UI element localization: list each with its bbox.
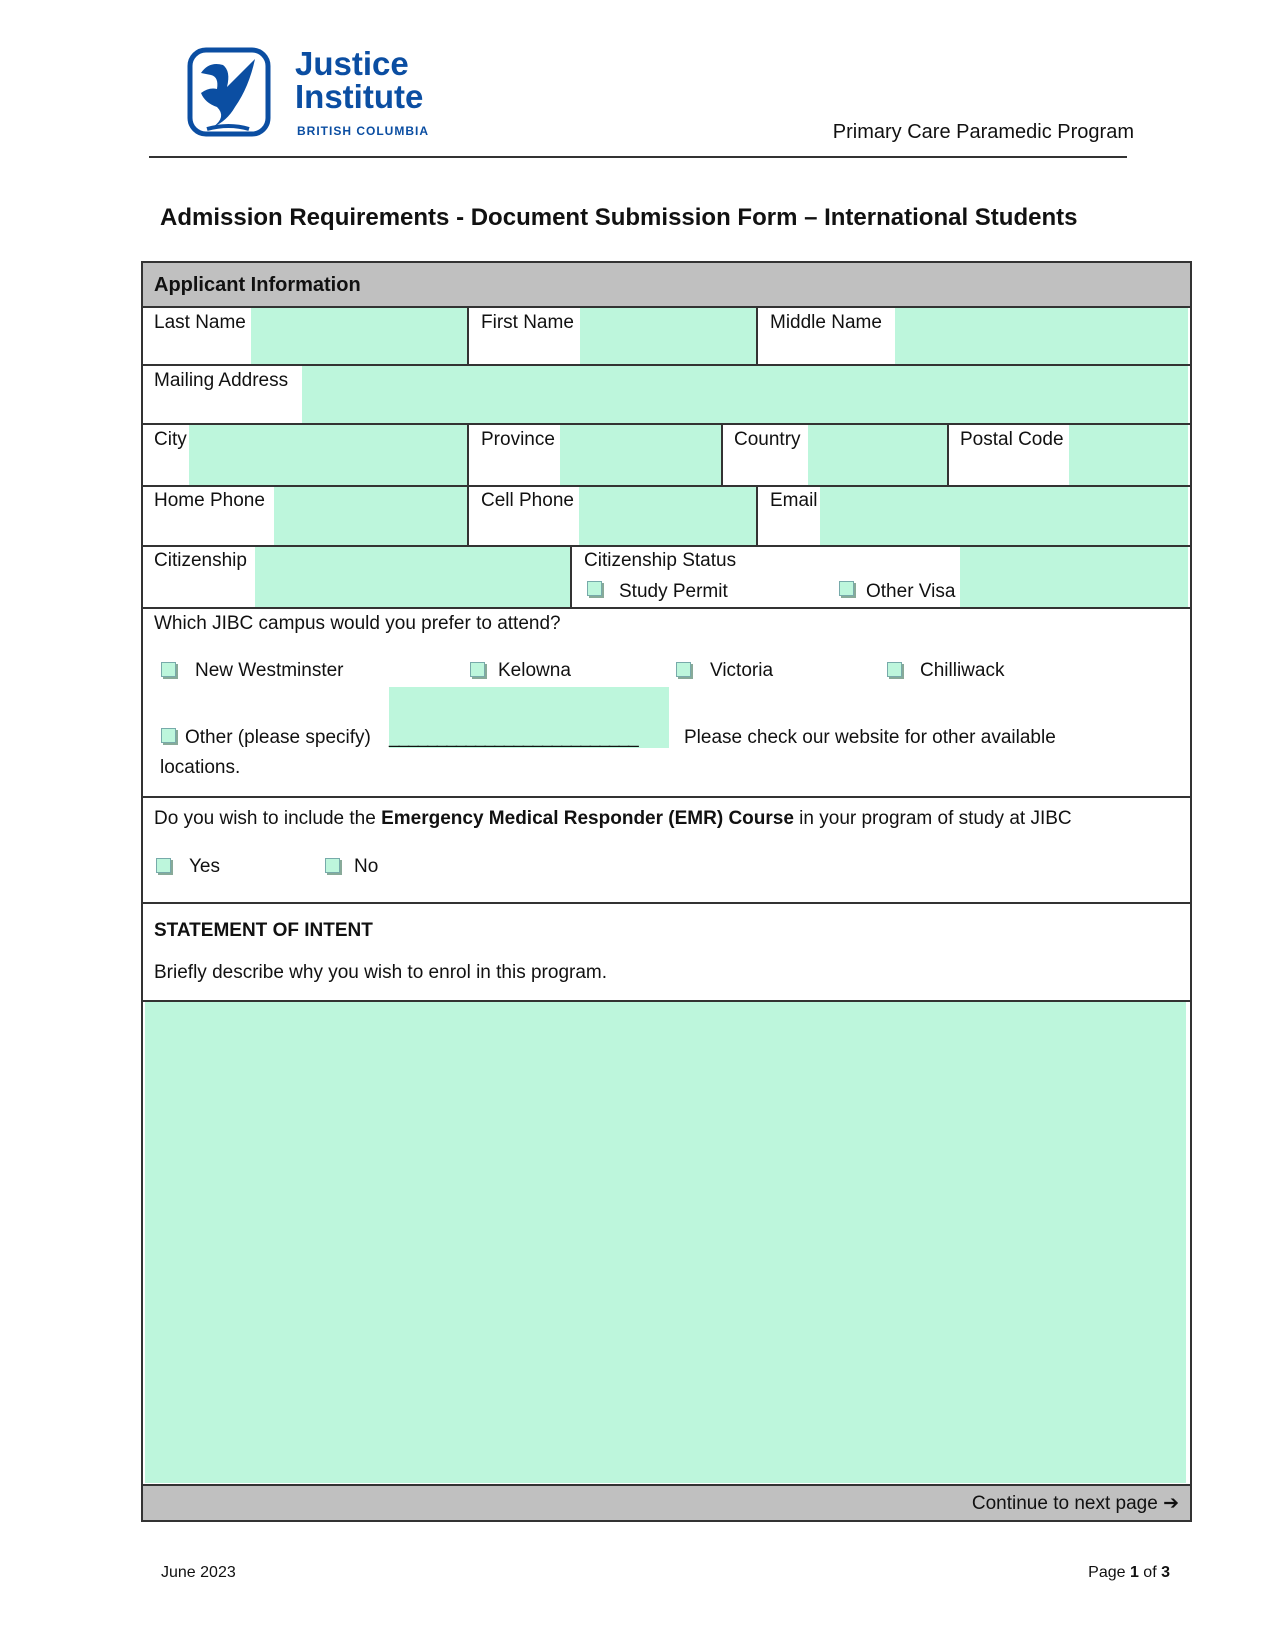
emr-question-post: in your program of study at JIBC [793,808,1072,829]
emr-question-pre: Do you wish to include the [154,808,382,829]
province-label: Province [481,429,555,450]
continue-label: Continue to next page ➔ [971,1493,1179,1514]
footer-date: June 2023 [161,1564,236,1581]
citizenship-status-label: Citizenship Status [584,550,737,571]
statement-textarea[interactable] [145,1002,1186,1483]
program-name: Primary Care Paramedic Program [832,121,1134,143]
kelowna-checkbox[interactable] [470,662,485,677]
eagle-shield-icon [187,47,271,139]
campus-note-cont: locations. [160,757,241,778]
first-name-label: First Name [481,312,574,333]
row-divider [143,485,1190,487]
last-name-input[interactable] [251,308,467,364]
row-divider [143,306,1190,308]
cell-phone-input[interactable] [579,487,756,545]
new-westminster-label: New Westminster [195,660,344,681]
page-number [1088,1565,1170,1581]
col-divider [467,485,469,545]
row-divider [143,607,1190,609]
header-divider [149,156,1127,158]
country-label: Country [734,429,801,450]
page-title: Admission Requirements - Document Submission Form – International Students [160,204,1078,231]
col-divider [721,423,723,485]
other-campus-label: Other (please specify) [185,727,371,748]
other-visa-checkbox[interactable] [839,581,854,596]
row-divider [143,1000,1190,1002]
logo-text-institute: Institute [295,78,424,115]
row-divider [143,364,1190,366]
postal-code-input[interactable] [1069,425,1188,485]
victoria-checkbox[interactable] [676,662,691,677]
city-label: City [154,429,187,450]
col-divider [467,306,469,364]
col-divider [947,423,949,485]
section-title: Applicant Information [154,274,361,296]
other-campus-line: __________________________ [389,727,638,748]
home-phone-input[interactable] [274,487,467,545]
middle-name-input[interactable] [895,308,1188,364]
chilliwack-checkbox[interactable] [887,662,902,677]
citizenship-label: Citizenship [154,550,247,571]
mailing-address-label: Mailing Address [154,370,289,391]
row-divider [143,423,1190,425]
victoria-label: Victoria [710,660,774,681]
campus-note: Please check our website for other available [684,727,1056,748]
mailing-address-input[interactable] [302,366,1188,423]
logo-text-justice: Justice [295,45,409,82]
emr-question [154,809,1072,828]
study-permit-checkbox[interactable] [587,581,602,596]
kelowna-label: Kelowna [498,660,571,681]
col-divider [756,485,758,545]
emr-course-name: Emergency Medical Responder (EMR) Course [381,808,794,829]
row-divider [143,545,1190,547]
home-phone-label: Home Phone [154,490,265,511]
statement-prompt: Briefly describe why you wish to enrol in this program. [154,962,608,983]
email-label: Email [770,490,818,511]
emr-no-label: No [354,856,379,877]
citizenship-input[interactable] [255,547,570,607]
last-name-label: Last Name [154,312,246,333]
col-divider [756,306,758,364]
page-pre: Page [1088,1564,1130,1581]
page-current: 1 [1129,1564,1139,1581]
cell-phone-label: Cell Phone [481,490,574,511]
study-permit-label: Study Permit [619,581,728,602]
emr-no-checkbox[interactable] [325,858,340,873]
country-input[interactable] [808,425,947,485]
logo-text-bc: BRITISH COLUMBIA [297,124,429,138]
campus-question: Which JIBC campus would you prefer to attend? [154,613,561,634]
col-divider [570,545,572,607]
other-campus-checkbox[interactable] [161,728,176,743]
middle-name-label: Middle Name [770,312,882,333]
province-input[interactable] [560,425,721,485]
other-visa-input[interactable] [960,547,1188,607]
emr-yes-label: Yes [189,856,220,877]
row-divider [143,796,1190,798]
page-total: 3 [1161,1564,1170,1581]
row-divider [143,902,1190,904]
page-mid: of [1138,1564,1162,1581]
statement-title: STATEMENT OF INTENT [154,920,373,941]
email-input[interactable] [820,487,1188,545]
chilliwack-label: Chilliwack [920,660,1005,681]
postal-code-label: Postal Code [960,429,1064,450]
city-input[interactable] [189,425,467,485]
other-visa-label: Other Visa [866,581,956,602]
col-divider [467,423,469,485]
emr-yes-checkbox[interactable] [156,858,171,873]
new-westminster-checkbox[interactable] [161,662,176,677]
jibc-logo [187,47,487,139]
first-name-input[interactable] [580,308,756,364]
